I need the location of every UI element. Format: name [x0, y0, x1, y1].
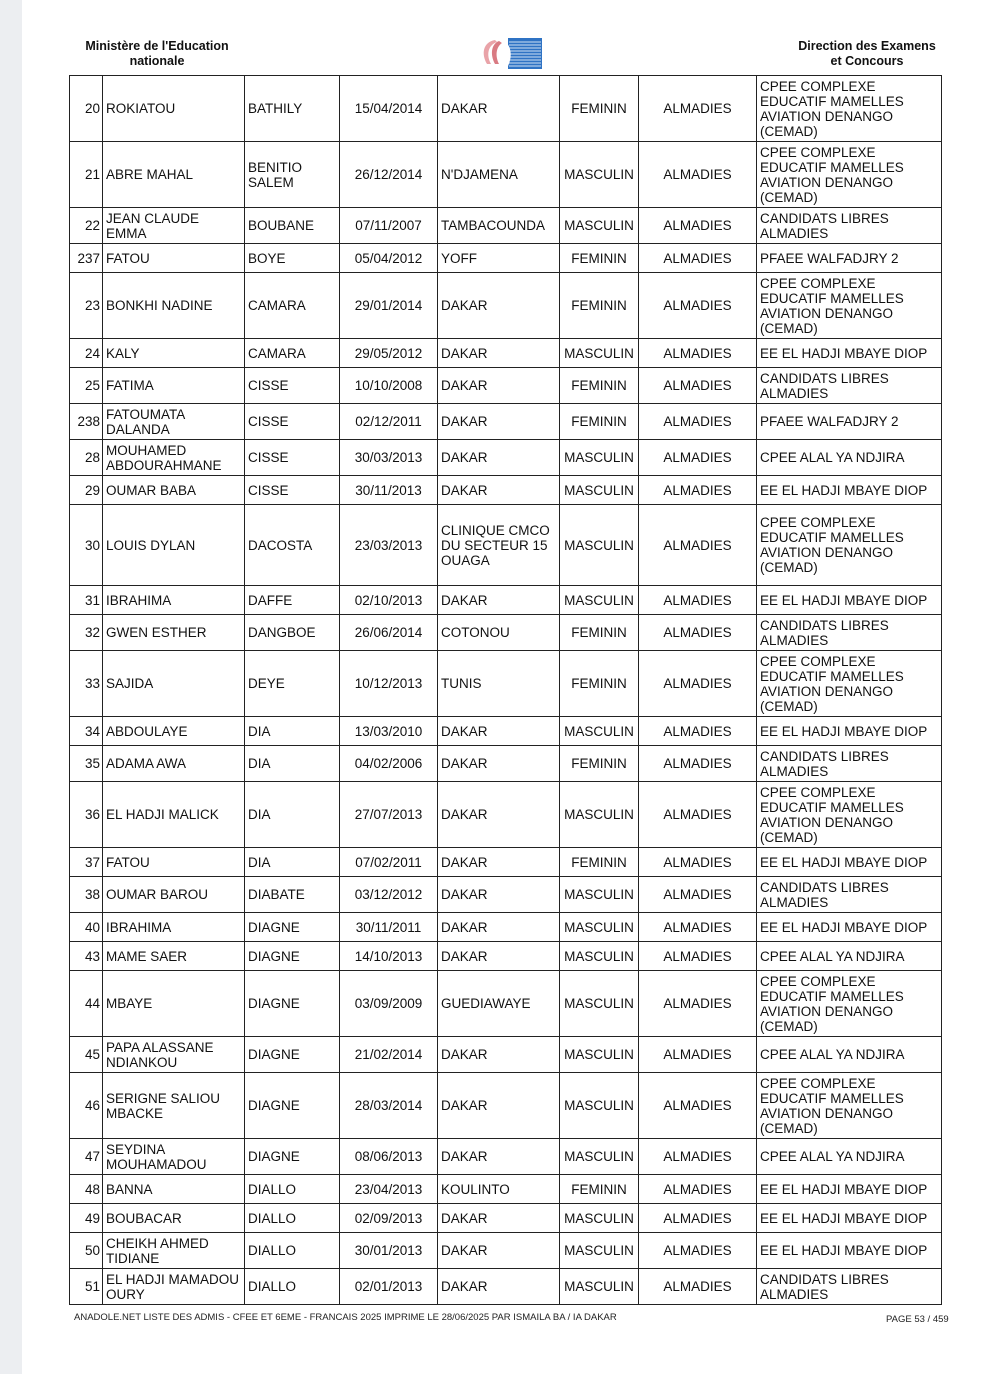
first-name-cell: ABRE MAHAL — [103, 142, 245, 208]
table-row — [70, 244, 942, 273]
birth-place-cell: CLINIQUE CMCO DU SECTEUR 15 OUAGA — [438, 505, 560, 586]
birth-date-cell: 23/03/2013 — [340, 505, 438, 586]
last-name-cell: BATHILY — [245, 76, 340, 142]
table-row — [70, 1037, 942, 1073]
page-number: PAGE 53 / 459 — [886, 1314, 949, 1325]
row-number-cell: 32 — [70, 615, 103, 651]
table-row — [70, 1139, 942, 1175]
birth-place-cell: DAKAR — [438, 586, 560, 615]
school-cell: CPEE ALAL YA NDJIRA — [757, 1139, 942, 1175]
exam-center-cell: ALMADIES — [639, 368, 757, 404]
exam-center-cell: ALMADIES — [639, 717, 757, 746]
first-name-cell: SERIGNE SALIOU MBACKE — [103, 1073, 245, 1139]
last-name-cell: DIALLO — [245, 1233, 340, 1269]
first-name-cell: BONKHI NADINE — [103, 273, 245, 339]
exam-center-cell: ALMADIES — [639, 1139, 757, 1175]
last-name-cell: DIABATE — [245, 877, 340, 913]
row-number-cell: 46 — [70, 1073, 103, 1139]
birth-place-cell: DAKAR — [438, 1204, 560, 1233]
row-number-cell: 20 — [70, 76, 103, 142]
table-row — [70, 615, 942, 651]
last-name-cell: DIA — [245, 782, 340, 848]
row-number-cell: 40 — [70, 913, 103, 942]
last-name-cell: BOYE — [245, 244, 340, 273]
row-number-cell: 36 — [70, 782, 103, 848]
school-cell: EE EL HADJI MBAYE DIOP — [757, 848, 942, 877]
birth-place-cell: GUEDIAWAYE — [438, 971, 560, 1037]
exam-center-cell: ALMADIES — [639, 586, 757, 615]
exam-center-cell: ALMADIES — [639, 1037, 757, 1073]
last-name-cell: DIAGNE — [245, 1139, 340, 1175]
birth-date-cell: 29/01/2014 — [340, 273, 438, 339]
directorate-line-1: Direction des Examens — [798, 39, 936, 53]
exam-center-cell: ALMADIES — [639, 1204, 757, 1233]
exam-center-cell: ALMADIES — [639, 244, 757, 273]
sex-cell: MASCULIN — [560, 1233, 639, 1269]
table-row — [70, 368, 942, 404]
admitted-students-table — [69, 75, 942, 1305]
sex-cell: FEMININ — [560, 404, 639, 440]
sex-cell: MASCULIN — [560, 1269, 639, 1305]
sex-cell: FEMININ — [560, 368, 639, 404]
table-row — [70, 339, 942, 368]
exam-center-cell: ALMADIES — [639, 848, 757, 877]
table-row — [70, 746, 942, 782]
birth-date-cell: 08/06/2013 — [340, 1139, 438, 1175]
birth-place-cell: TUNIS — [438, 651, 560, 717]
birth-date-cell: 30/01/2013 — [340, 1233, 438, 1269]
exam-center-cell: ALMADIES — [639, 942, 757, 971]
school-cell: EE EL HADJI MBAYE DIOP — [757, 1204, 942, 1233]
row-number-cell: 45 — [70, 1037, 103, 1073]
first-name-cell: FATOU — [103, 244, 245, 273]
first-name-cell: MOUHAMED ABDOURAHMANE — [103, 440, 245, 476]
document-page — [22, 0, 1006, 1374]
birth-place-cell: DAKAR — [438, 273, 560, 339]
birth-place-cell: DAKAR — [438, 440, 560, 476]
birth-place-cell: DAKAR — [438, 877, 560, 913]
school-cell: CPEE ALAL YA NDJIRA — [757, 440, 942, 476]
birth-place-cell: DAKAR — [438, 942, 560, 971]
ministry-header — [72, 39, 242, 69]
school-cell: EE EL HADJI MBAYE DIOP — [757, 586, 942, 615]
row-number-cell: 237 — [70, 244, 103, 273]
first-name-cell: EL HADJI MAMADOU OURY — [103, 1269, 245, 1305]
row-number-cell: 34 — [70, 717, 103, 746]
birth-date-cell: 21/02/2014 — [340, 1037, 438, 1073]
birth-date-cell: 14/10/2013 — [340, 942, 438, 971]
birth-date-cell: 26/06/2014 — [340, 615, 438, 651]
birth-date-cell: 02/09/2013 — [340, 1204, 438, 1233]
table-row — [70, 1233, 942, 1269]
table-row — [70, 782, 942, 848]
row-number-cell: 50 — [70, 1233, 103, 1269]
sex-cell: MASCULIN — [560, 505, 639, 586]
table-row — [70, 404, 942, 440]
row-number-cell: 43 — [70, 942, 103, 971]
school-cell: EE EL HADJI MBAYE DIOP — [757, 1233, 942, 1269]
last-name-cell: DIALLO — [245, 1204, 340, 1233]
birth-date-cell: 02/01/2013 — [340, 1269, 438, 1305]
table-row — [70, 1204, 942, 1233]
first-name-cell: BANNA — [103, 1175, 245, 1204]
last-name-cell: DIAGNE — [245, 1037, 340, 1073]
table-row — [70, 848, 942, 877]
school-cell: CPEE COMPLEXE EDUCATIF MAMELLES AVIATION DENANGO (CEMAD) — [757, 782, 942, 848]
first-name-cell: JEAN CLAUDE EMMA — [103, 208, 245, 244]
last-name-cell: CISSE — [245, 368, 340, 404]
table-row — [70, 208, 942, 244]
exam-center-cell: ALMADIES — [639, 1073, 757, 1139]
sex-cell: MASCULIN — [560, 440, 639, 476]
school-cell: CANDIDATS LIBRES ALMADIES — [757, 615, 942, 651]
school-cell: CPEE COMPLEXE EDUCATIF MAMELLES AVIATION DENANGO (CEMAD) — [757, 76, 942, 142]
first-name-cell: PAPA ALASSANE NDIANKOU — [103, 1037, 245, 1073]
footer-print-info: ANADOLE.NET LISTE DES ADMIS - CFEE ET 6EME - FRANCAIS 2025 IMPRIME LE 28/06/2025 PAR ISMAILA BA / IA DAKAR — [74, 1312, 617, 1323]
last-name-cell: DANGBOE — [245, 615, 340, 651]
last-name-cell: CISSE — [245, 476, 340, 505]
exam-center-cell: ALMADIES — [639, 476, 757, 505]
school-cell: CPEE COMPLEXE EDUCATIF MAMELLES AVIATION DENANGO (CEMAD) — [757, 651, 942, 717]
birth-date-cell: 23/04/2013 — [340, 1175, 438, 1204]
birth-date-cell: 02/10/2013 — [340, 586, 438, 615]
row-number-cell: 21 — [70, 142, 103, 208]
sex-cell: MASCULIN — [560, 208, 639, 244]
birth-place-cell: DAKAR — [438, 339, 560, 368]
row-number-cell: 47 — [70, 1139, 103, 1175]
last-name-cell: DIA — [245, 717, 340, 746]
table-row — [70, 651, 942, 717]
birth-date-cell: 28/03/2014 — [340, 1073, 438, 1139]
birth-date-cell: 04/02/2006 — [340, 746, 438, 782]
birth-place-cell: DAKAR — [438, 368, 560, 404]
row-number-cell: 33 — [70, 651, 103, 717]
sex-cell: MASCULIN — [560, 782, 639, 848]
first-name-cell: SEYDINA MOUHAMADOU — [103, 1139, 245, 1175]
birth-place-cell: DAKAR — [438, 782, 560, 848]
school-cell: EE EL HADJI MBAYE DIOP — [757, 476, 942, 505]
school-cell: CANDIDATS LIBRES ALMADIES — [757, 1269, 942, 1305]
first-name-cell: MAME SAER — [103, 942, 245, 971]
sex-cell: MASCULIN — [560, 913, 639, 942]
table-row — [70, 76, 942, 142]
sex-cell: FEMININ — [560, 244, 639, 273]
row-number-cell: 44 — [70, 971, 103, 1037]
last-name-cell: CISSE — [245, 404, 340, 440]
birth-place-cell: YOFF — [438, 244, 560, 273]
birth-date-cell: 30/03/2013 — [340, 440, 438, 476]
birth-place-cell: DAKAR — [438, 1269, 560, 1305]
row-number-cell: 31 — [70, 586, 103, 615]
first-name-cell: LOUIS DYLAN — [103, 505, 245, 586]
first-name-cell: SAJIDA — [103, 651, 245, 717]
sex-cell: FEMININ — [560, 746, 639, 782]
birth-place-cell: TAMBACOUNDA — [438, 208, 560, 244]
sex-cell: MASCULIN — [560, 1073, 639, 1139]
row-number-cell: 28 — [70, 440, 103, 476]
row-number-cell: 37 — [70, 848, 103, 877]
school-cell: CPEE COMPLEXE EDUCATIF MAMELLES AVIATION DENANGO (CEMAD) — [757, 273, 942, 339]
last-name-cell: DEYE — [245, 651, 340, 717]
first-name-cell: MBAYE — [103, 971, 245, 1037]
last-name-cell: CAMARA — [245, 339, 340, 368]
school-cell: EE EL HADJI MBAYE DIOP — [757, 339, 942, 368]
table-row — [70, 142, 942, 208]
table-row — [70, 476, 942, 505]
table-row — [70, 971, 942, 1037]
directorate-line-2: et Concours — [830, 54, 904, 68]
table-row — [70, 505, 942, 586]
table-row — [70, 1269, 942, 1305]
birth-date-cell: 10/12/2013 — [340, 651, 438, 717]
row-number-cell: 22 — [70, 208, 103, 244]
birth-date-cell: 10/10/2008 — [340, 368, 438, 404]
sex-cell: FEMININ — [560, 76, 639, 142]
birth-date-cell: 30/11/2013 — [340, 476, 438, 505]
row-number-cell: 24 — [70, 339, 103, 368]
sex-cell: FEMININ — [560, 273, 639, 339]
exam-center-cell: ALMADIES — [639, 505, 757, 586]
school-cell: CANDIDATS LIBRES ALMADIES — [757, 877, 942, 913]
last-name-cell: DIAGNE — [245, 1073, 340, 1139]
table-row — [70, 877, 942, 913]
school-cell: CPEE COMPLEXE EDUCATIF MAMELLES AVIATION DENANGO (CEMAD) — [757, 971, 942, 1037]
exam-center-cell: ALMADIES — [639, 971, 757, 1037]
last-name-cell: DAFFE — [245, 586, 340, 615]
birth-date-cell: 05/04/2012 — [340, 244, 438, 273]
school-cell: PFAEE WALFADJRY 2 — [757, 404, 942, 440]
ministry-logo-icon — [475, 36, 543, 70]
exam-center-cell: ALMADIES — [639, 339, 757, 368]
birth-place-cell: KOULINTO — [438, 1175, 560, 1204]
birth-place-cell: DAKAR — [438, 913, 560, 942]
first-name-cell: IBRAHIMA — [103, 586, 245, 615]
sex-cell: MASCULIN — [560, 476, 639, 505]
school-cell: EE EL HADJI MBAYE DIOP — [757, 717, 942, 746]
sex-cell: MASCULIN — [560, 971, 639, 1037]
exam-center-cell: ALMADIES — [639, 746, 757, 782]
school-cell: CANDIDATS LIBRES ALMADIES — [757, 368, 942, 404]
school-cell: CPEE ALAL YA NDJIRA — [757, 1037, 942, 1073]
last-name-cell: CISSE — [245, 440, 340, 476]
birth-date-cell: 07/11/2007 — [340, 208, 438, 244]
row-number-cell: 238 — [70, 404, 103, 440]
birth-place-cell: DAKAR — [438, 717, 560, 746]
table-row — [70, 586, 942, 615]
sex-cell: MASCULIN — [560, 586, 639, 615]
row-number-cell: 29 — [70, 476, 103, 505]
sex-cell: MASCULIN — [560, 1139, 639, 1175]
birth-date-cell: 26/12/2014 — [340, 142, 438, 208]
exam-center-cell: ALMADIES — [639, 404, 757, 440]
school-cell: CPEE ALAL YA NDJIRA — [757, 942, 942, 971]
first-name-cell: BOUBACAR — [103, 1204, 245, 1233]
exam-center-cell: ALMADIES — [639, 76, 757, 142]
birth-date-cell: 15/04/2014 — [340, 76, 438, 142]
last-name-cell: DIA — [245, 746, 340, 782]
birth-place-cell: DAKAR — [438, 1233, 560, 1269]
birth-date-cell: 29/05/2012 — [340, 339, 438, 368]
last-name-cell: BOUBANE — [245, 208, 340, 244]
first-name-cell: FATIMA — [103, 368, 245, 404]
birth-date-cell: 27/07/2013 — [340, 782, 438, 848]
first-name-cell: FATOUMATA DALANDA — [103, 404, 245, 440]
row-number-cell: 23 — [70, 273, 103, 339]
table-row — [70, 440, 942, 476]
exam-center-cell: ALMADIES — [639, 440, 757, 476]
ministry-line-2: nationale — [129, 54, 185, 68]
row-number-cell: 48 — [70, 1175, 103, 1204]
sex-cell: FEMININ — [560, 1175, 639, 1204]
sex-cell: FEMININ — [560, 615, 639, 651]
last-name-cell: DIA — [245, 848, 340, 877]
table-body — [70, 76, 942, 1305]
first-name-cell: ABDOULAYE — [103, 717, 245, 746]
sex-cell: MASCULIN — [560, 717, 639, 746]
table-row — [70, 1073, 942, 1139]
ministry-line-1: Ministère de l'Education — [85, 39, 229, 53]
first-name-cell: ROKIATOU — [103, 76, 245, 142]
birth-date-cell: 03/12/2012 — [340, 877, 438, 913]
school-cell: EE EL HADJI MBAYE DIOP — [757, 913, 942, 942]
birth-place-cell: COTONOU — [438, 615, 560, 651]
school-cell: CANDIDATS LIBRES ALMADIES — [757, 208, 942, 244]
school-cell: CANDIDATS LIBRES ALMADIES — [757, 746, 942, 782]
first-name-cell: CHEIKH AHMED TIDIANE — [103, 1233, 245, 1269]
birth-date-cell: 07/02/2011 — [340, 848, 438, 877]
birth-place-cell: DAKAR — [438, 404, 560, 440]
birth-place-cell: DAKAR — [438, 76, 560, 142]
exam-center-cell: ALMADIES — [639, 142, 757, 208]
exam-center-cell: ALMADIES — [639, 1233, 757, 1269]
birth-date-cell: 02/12/2011 — [340, 404, 438, 440]
table-row — [70, 942, 942, 971]
last-name-cell: BENITIO SALEM — [245, 142, 340, 208]
exam-center-cell: ALMADIES — [639, 1175, 757, 1204]
first-name-cell: OUMAR BABA — [103, 476, 245, 505]
exam-center-cell: ALMADIES — [639, 782, 757, 848]
first-name-cell: IBRAHIMA — [103, 913, 245, 942]
school-cell: CPEE COMPLEXE EDUCATIF MAMELLES AVIATION DENANGO (CEMAD) — [757, 1073, 942, 1139]
exam-center-cell: ALMADIES — [639, 651, 757, 717]
sex-cell: MASCULIN — [560, 942, 639, 971]
birth-place-cell: N'DJAMENA — [438, 142, 560, 208]
sex-cell: FEMININ — [560, 651, 639, 717]
exam-center-cell: ALMADIES — [639, 273, 757, 339]
sex-cell: MASCULIN — [560, 1204, 639, 1233]
table-row — [70, 913, 942, 942]
school-cell: CPEE COMPLEXE EDUCATIF MAMELLES AVIATION DENANGO (CEMAD) — [757, 505, 942, 586]
first-name-cell: ADAMA AWA — [103, 746, 245, 782]
last-name-cell: DIALLO — [245, 1269, 340, 1305]
school-cell: EE EL HADJI MBAYE DIOP — [757, 1175, 942, 1204]
row-number-cell: 38 — [70, 877, 103, 913]
birth-date-cell: 30/11/2011 — [340, 913, 438, 942]
last-name-cell: DIAGNE — [245, 913, 340, 942]
exam-center-cell: ALMADIES — [639, 877, 757, 913]
sex-cell: MASCULIN — [560, 1037, 639, 1073]
birth-place-cell: DAKAR — [438, 1073, 560, 1139]
table-row — [70, 717, 942, 746]
row-number-cell: 25 — [70, 368, 103, 404]
last-name-cell: DIALLO — [245, 1175, 340, 1204]
birth-date-cell: 13/03/2010 — [340, 717, 438, 746]
last-name-cell: DIAGNE — [245, 942, 340, 971]
exam-center-cell: ALMADIES — [639, 208, 757, 244]
row-number-cell: 35 — [70, 746, 103, 782]
row-number-cell: 51 — [70, 1269, 103, 1305]
birth-place-cell: DAKAR — [438, 1139, 560, 1175]
sex-cell: MASCULIN — [560, 339, 639, 368]
sex-cell: MASCULIN — [560, 142, 639, 208]
first-name-cell: OUMAR BAROU — [103, 877, 245, 913]
birth-place-cell: DAKAR — [438, 476, 560, 505]
birth-place-cell: DAKAR — [438, 848, 560, 877]
exam-center-cell: ALMADIES — [639, 1269, 757, 1305]
last-name-cell: DIAGNE — [245, 971, 340, 1037]
first-name-cell: EL HADJI MALICK — [103, 782, 245, 848]
directorate-header — [782, 39, 952, 69]
row-number-cell: 30 — [70, 505, 103, 586]
last-name-cell: DACOSTA — [245, 505, 340, 586]
last-name-cell: CAMARA — [245, 273, 340, 339]
sex-cell: FEMININ — [560, 848, 639, 877]
school-cell: CPEE COMPLEXE EDUCATIF MAMELLES AVIATION DENANGO (CEMAD) — [757, 142, 942, 208]
school-cell: PFAEE WALFADJRY 2 — [757, 244, 942, 273]
sex-cell: MASCULIN — [560, 877, 639, 913]
exam-center-cell: ALMADIES — [639, 615, 757, 651]
row-number-cell: 49 — [70, 1204, 103, 1233]
first-name-cell: FATOU — [103, 848, 245, 877]
table-row — [70, 273, 942, 339]
exam-center-cell: ALMADIES — [639, 913, 757, 942]
first-name-cell: GWEN ESTHER — [103, 615, 245, 651]
first-name-cell: KALY — [103, 339, 245, 368]
table-row — [70, 1175, 942, 1204]
birth-date-cell: 03/09/2009 — [340, 971, 438, 1037]
birth-place-cell: DAKAR — [438, 1037, 560, 1073]
birth-place-cell: DAKAR — [438, 746, 560, 782]
